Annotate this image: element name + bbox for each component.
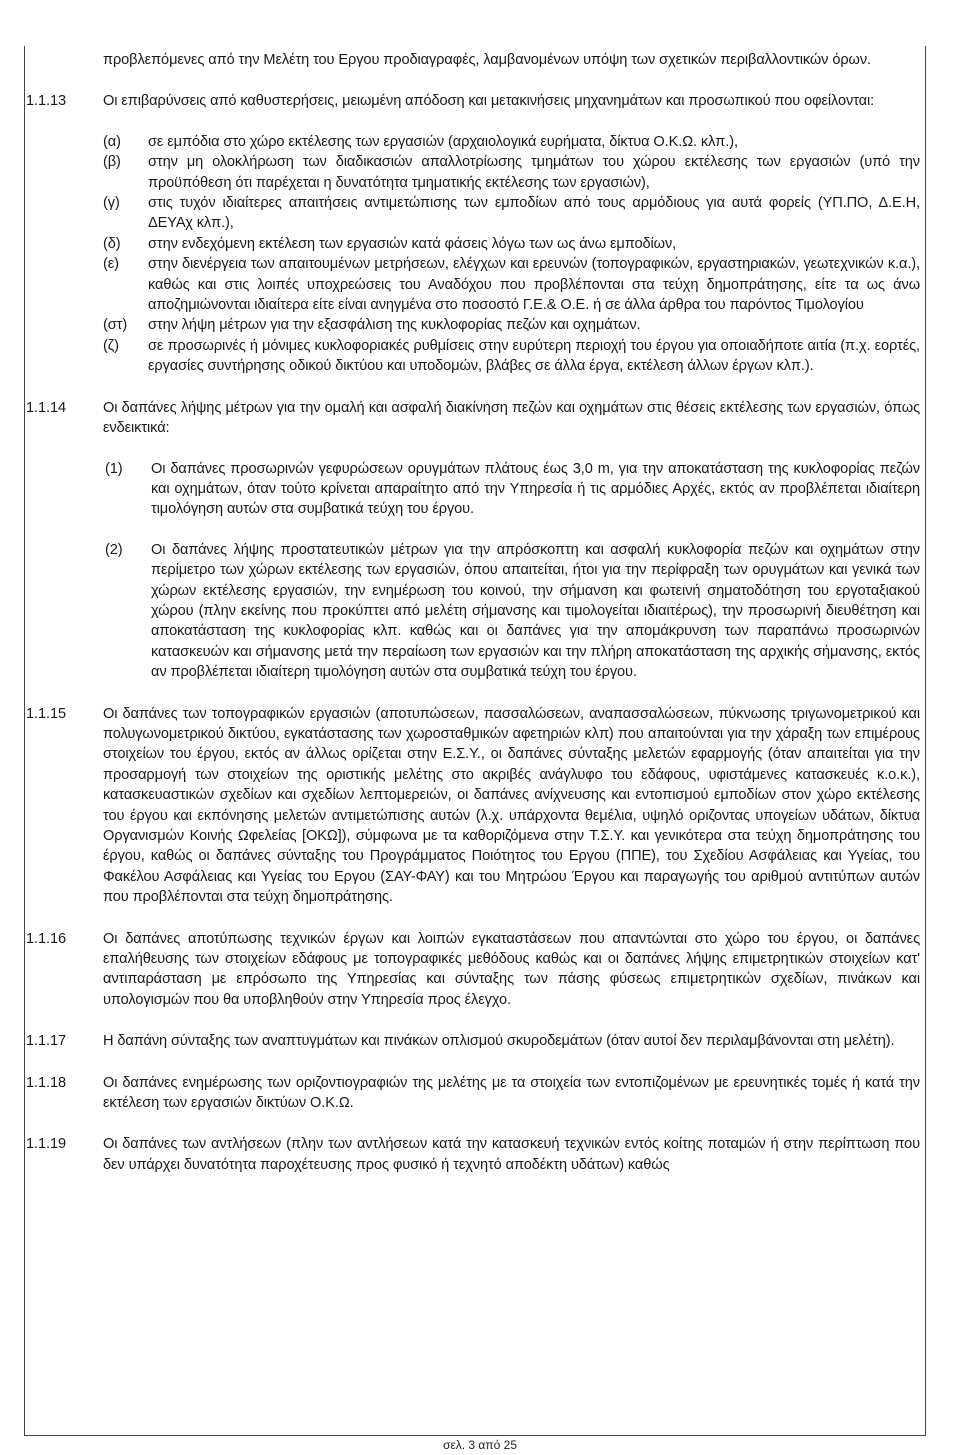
item-label: (στ) [103,317,128,334]
intro-paragraph [24,50,926,70]
section-number: 1.1.18 [26,1074,66,1091]
section-text: Οι επιβαρύνσεις από καθυστερήσεις, μειωμένη απόδοση και μετακινήσεις μηχανημάτων και προσωπικού που οφείλονται: [103,93,875,110]
item-label: (δ) [103,235,121,252]
section-text: Οι δαπάνες λήψης μέτρων για την ομαλή και ασφαλή διακίνηση πεζών και οχημάτων στις θέσεις εκτέλεσης των εργασιών, όπως ενδεικτικά: [103,399,920,437]
section-number: 1.1.16 [26,930,66,947]
item-label: (2) [105,541,123,558]
list-item [103,152,920,193]
subitem-list [103,459,920,683]
list-item [103,132,920,152]
list-item [103,254,920,315]
section-1-1-14 [24,398,926,683]
section-text: Οι δαπάνες των αντλήσεων (πλην των αντλήσεων κατά την κατασκευή τεχνικών εντός κοίτης ποταμών ή στην περίπτωση που δεν υπάρχει δυνατότητα παροχέτευσης προς φυσικό ή τεχνητό αποδέκτη υδάτων) καθώς [103,1136,920,1173]
page-number: σελ. 3 από 25 [442,1438,517,1452]
section-number: 1.1.14 [26,399,66,416]
subitem-list [103,132,920,377]
list-item [103,315,920,335]
list-item [103,193,920,234]
item-label: (α) [103,133,121,150]
list-item [103,336,920,377]
item-text: στην λήψη μέτρων για την εξασφάλιση της κυκλοφορίας πεζών και οχημάτων. [148,317,641,334]
item-text: σε εμπόδια στο χώρο εκτέλεσης των εργασιών (αρχαιολογικά ευρήματα, δίκτυα Ο.Κ.Ω. κλπ.), [148,133,738,150]
item-text: Οι δαπάνες λήψης προστατευτικών μέτρων για την απρόσκοπτη και ασφαλή κυκλοφορία πεζών και οχημάτων στην περίμετρο των χώρων εκτέλεσης των εργασιών, όπου απαιτείται, ήτοι για την περίφραξη των ορυγμάτων και γενικά των χώρων εκτέλεσης εργασιών, την ενημέρωση του κοινού, την σήμανση και φωτεινή σηματοδότηση του εργοταξιακού χώρου (πλην εκείνης που προκύπτει από μελέτη σήμανσης και τιμολογείται ιδιαιτέρως), την προσωρινή διευθέτηση και αποκατάσταση της κυκλοφορίας κλπ. καθώς και οι δαπάνες για την απομάκρυνση των παραπάνω προσωρινών κατασκευών και σήμανσης μετά την περαίωση των εργασιών και την πλήρη αποκατάσταση της αρχικής σήμανσης, εκτός αν προβλέπεται ιδιαίτερη τιμολόγηση αυτών στα συμβατικά τεύχη του έργου. [151,541,920,681]
section-text: Οι δαπάνες των τοπογραφικών εργασιών (αποτυπώσεων, πασσαλώσεων, αναπασσαλώσεων, πύκνωσης τριγωνομετρικού και πολυγωνομετρικού δικτύου, εγκατάστασης των χωροσταθμικών αφετηριών κλπ) που απαιτούνται για την χάραξη των επιμέρους στοιχείων του έργου, εκτός αν άλλως ορίζεται στην Ε.Σ.Υ., οι δαπάνες σύνταξης μελετών εφαρμογής (όταν απαιτείται για την προσαρμογή των στοιχείων της οριστικής μελέτης στο ακριβές ανάγλυφο του εδάφους, υφιστάμενες κατασκευές κ.ο.κ.), κατασκευαστικών σχεδίων και σχεδίων λεπτομερειών, οι δαπάνες ανίχνευσης και εντοπισμού εμποδίων στον χώρο εκτέλεσης του έργου και εκπόνησης μελετών αντιμετώπισης αυτών (λ.χ. υπάρχοντα θεμέλια, υψηλό οριζοντας υπογείων υδάτων, δίκτυα Οργανισμών Κοινής Ωφελείας [ΟΚΩ]), σύμφωνα με τα καθοριζόμενα στην Τ.Σ.Υ. και γενικότερα στα τεύχη δημοπράτησης του έργου, καθώς οι δαπάνες σύνταξης του Προγράμματος Ποιότητος του Εργου (ΠΠΕ), του Σχεδίου Ασφάλειας και Υγείας, του Φακέλου Ασφάλειας και Υγείας του Εργου (ΣΑΥ-ΦΑΥ) και του Μητρώου Έργου και παραγωγής του αριθμού αντιτύπων αυτών που προβλέπονται στα τεύχη δημοπράτησης. [103,705,920,906]
section-number: 1.1.19 [26,1136,66,1153]
section-1-1-13 [24,91,926,376]
document-body [24,50,926,1175]
intro-text: προβλεπόμενες από την Μελέτη του Εργου προδιαγραφές, λαμβανομένων υπόψη των σχετικών περιβαλλοντικών όρων. [103,52,871,68]
item-label: (β) [103,154,121,171]
item-text: στις τυχόν ιδιαίτερες απαιτήσεις αντιμετώπισης των εμποδίων από τους αρμόδιους για αυτά φορείς (ΥΠ.ΠΟ, Δ.Ε.Η, ΔΕΥΑχ κλπ.), [148,195,920,232]
section-1-1-19 [24,1134,926,1175]
item-label: (ζ) [103,337,119,354]
section-number: 1.1.17 [26,1033,66,1050]
item-text: Οι δαπάνες προσωρινών γεφυρώσεων ορυγμάτων πλάτους έως 3,0 m, για την αποκατάσταση της κυκλοφορίας πεζών και οχημάτων, όταν τούτο κρίνεται απαραίτητο από την Υπηρεσία ή τις αρμόδιες Αρχές, εκτός αν προβλέπεται ιδιαίτερη τιμολόγηση αυτών στα συμβατικά τεύχη του έργου. [151,460,920,518]
item-text: σε προσωρινές ή μόνιμες κυκλοφοριακές ρυθμίσεις στην ευρύτερη περιοχή του έργου για οποιαδήποτε αιτία (π.χ. εορτές, εργασίες συντήρησης οδικού δικτύου και υποδομών, βλάβες σε άλλα έργα, εκτέλεση άλλων έργων κλπ.). [148,337,920,375]
item-label: (ε) [103,256,119,273]
section-text: Η δαπάνη σύνταξης των αναπτυγμάτων και πινάκων οπλισμού σκυροδεμάτων (όταν αυτοί δεν περιλαμβάνονται στη μελέτη). [103,1033,895,1050]
list-item [103,459,920,520]
item-label: (γ) [103,195,120,212]
section-1-1-15 [24,704,926,908]
item-text: στην μη ολοκλήρωση των διαδικασιών απαλλοτρίωσης τμημάτων του χώρου εκτέλεσης των εργασιών (υπό την προϋπόθεση ότι παρέχεται η δυνατότητα τμηματικής εκτέλεσης των εργασιών), [148,154,920,191]
list-item [103,234,920,254]
section-1-1-18 [24,1073,926,1114]
section-text: Οι δαπάνες αποτύπωσης τεχνικών έργων και λοιπών εγκαταστάσεων που απαντώνται στο χώρο του έργου, οι δαπάνες επαλήθευσης των στοιχείων εδάφους με τοπογραφικές μεθόδους καθώς και οι δαπάνες λήψης επιμετρητικών στοιχείων κατ' αντιπαράσταση με επρόσωπο της Υπηρεσίας και σύνταξης των πάσης φύσεως επιμετρητικών σχεδίων, πινάκων και υπολογισμών που θα υποβληθούν στην Υπηρεσία προς έλεγχο. [103,930,920,1008]
section-1-1-17 [24,1031,926,1051]
item-text: στην ενδεχόμενη εκτέλεση των εργασιών κατά φάσεις λόγω των ως άνω εμποδίων, [148,235,677,252]
item-text: στην διενέργεια των απαιτουμένων μετρήσεων, ελέγχων και ερευνών (τοπογραφικών, εργαστηριακών, γεωτεχνικών κ.α.), καθώς και στις λοιπές υποχρεώσεις του Αναδόχου που προβλέπονται στα τεύχη δημοπράτησης, είτε τα ως άνω αποζημιώνονται ιδιαίτερα είτε είναι ανηγμένα στο ποσοστό Γ.Ε.& Ο.Ε. ή σε άλλα άρθρα του παρόντος Τιμολογίου [148,256,920,314]
section-number: 1.1.13 [26,93,66,110]
section-text: Οι δαπάνες ενημέρωσης των οριζοντιογραφιών της μελέτης με τα στοιχεία των εντοπιζομένων με ερευνητικές τομές ή κατά την εκτέλεση των εργασιών δικτύων Ο.Κ.Ω. [103,1074,920,1112]
list-item [103,540,920,683]
item-label: (1) [105,460,123,477]
section-number: 1.1.15 [26,705,66,722]
section-1-1-16 [24,929,926,1011]
